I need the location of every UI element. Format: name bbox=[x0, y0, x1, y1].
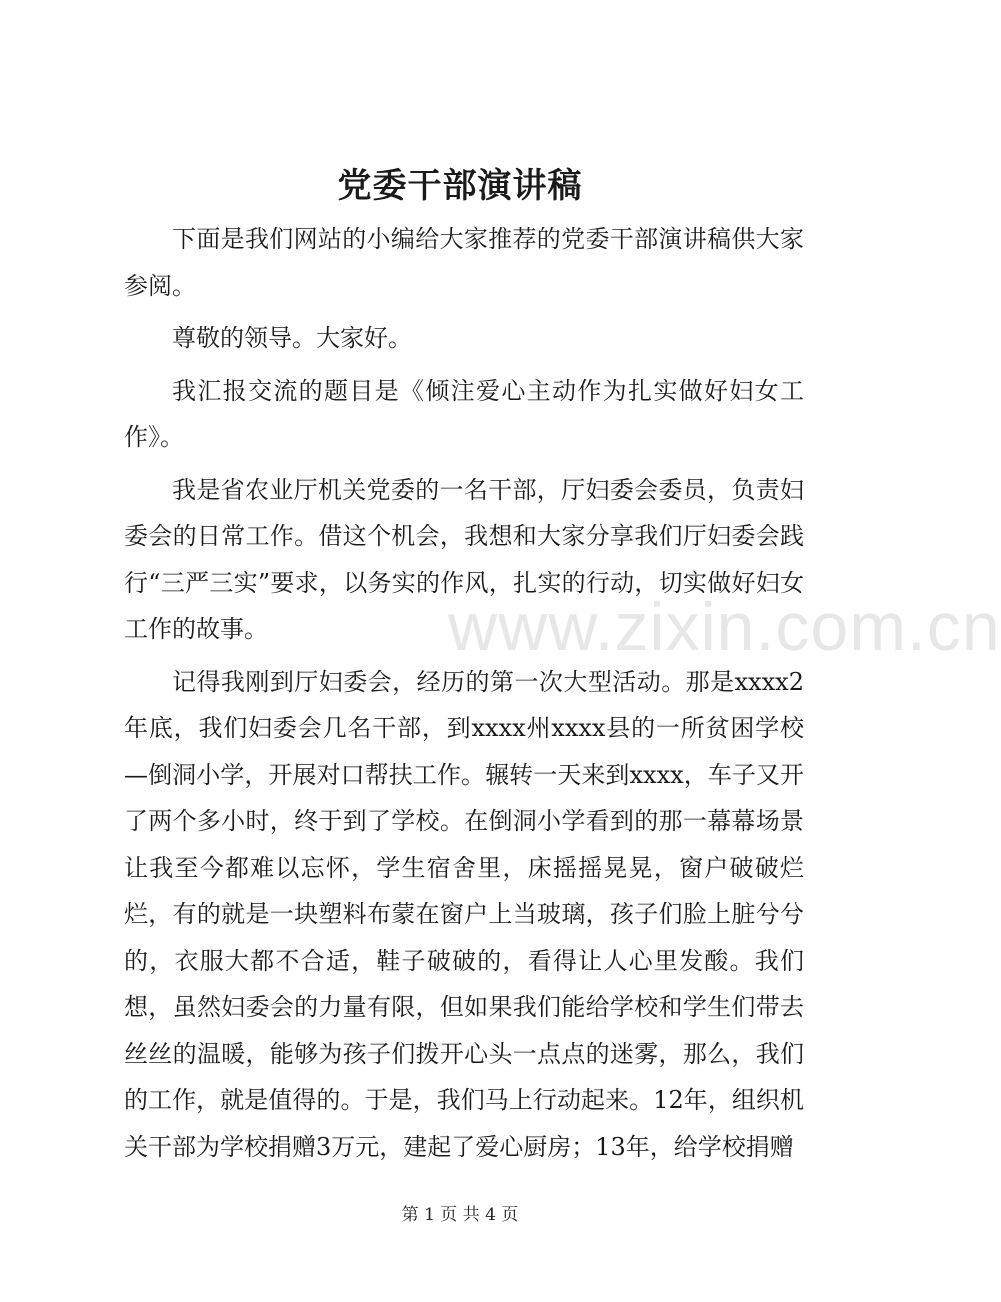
paragraph: 我是省农业厅机关党委的一名干部，厅妇委会委员，负责妇委会的日常工作。借这个机会，我想和大家分享我们厅妇委会践行“三严三实”要求，以务实的作风，扎实的行动，切实做好妇女工作的故事。 bbox=[124, 475, 804, 643]
paragraph: 我汇报交流的题目是《倾注爱心主动作为扎实做好妇女工作》。 bbox=[124, 376, 804, 451]
paragraph: 尊敬的领导。大家好。 bbox=[172, 324, 412, 352]
watermark: www.zixin.com.cn bbox=[448, 589, 1001, 665]
document-title: 党委干部演讲稿 bbox=[337, 166, 583, 206]
paragraph: 记得我刚到厅妇委会，经历的第一次大型活动。那是xxxx2年底，我们妇委会几名干部，到xxxx州xxxx县的一所贫困学校—倒洞小学，开展对口帮扶工作。辗转一天来到xxxx，车子又开了两个多小时，终于到了学校。在倒洞小学看到的那一幕幕场景让我至今都难以忘怀，学生宿舍里，床摇摇晃晃，窗户破破烂烂，有的就是一块塑料布蒙在窗户上当玻璃，孩子们脸上脏兮兮的，衣服大都不合适，鞋子破破的，看得让人心里发酸。我们想，虽然妇委会的力量有限，但如果我们能给学校和学生们带去丝丝的温暖，能够为孩子们拨开心头一点点的迷雾，那么，我们的工作，就是值得的。于是，我们马上行动起来。12年，组织机关干部为学校捐赠3万元，建起了爱心厨房；13年，给学校捐赠 bbox=[124, 667, 804, 1161]
paragraph: 下面是我们网站的小编给大家推荐的党委干部演讲稿供大家参阅。 bbox=[124, 225, 804, 300]
page-footer: 第 1 页 共 4 页 bbox=[401, 1205, 519, 1225]
document-body bbox=[124, 216, 804, 1176]
